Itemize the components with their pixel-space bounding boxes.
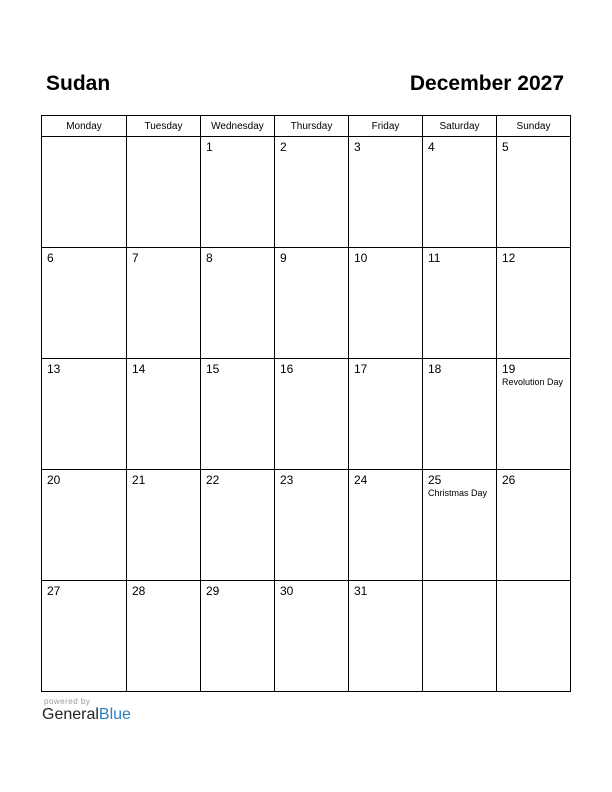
day-cell xyxy=(127,359,201,470)
weekday-thursday: Thursday xyxy=(275,116,349,137)
day-number xyxy=(127,137,200,140)
day-number: 22 xyxy=(206,473,220,487)
day-cell xyxy=(201,470,275,581)
day-number: 4 xyxy=(428,140,435,154)
day-cell xyxy=(349,470,423,581)
day-cell xyxy=(423,581,497,692)
day-number xyxy=(497,581,570,584)
brand-general-text: General xyxy=(42,706,99,723)
day-number: 21 xyxy=(132,473,146,487)
day-number: 3 xyxy=(354,140,361,154)
day-cell xyxy=(127,137,201,248)
day-number: 1 xyxy=(206,140,213,154)
day-number: 6 xyxy=(47,251,54,265)
day-number: 16 xyxy=(280,362,294,376)
day-number: 25 xyxy=(428,473,442,487)
holiday-label: Christmas Day xyxy=(428,488,488,498)
day-cell xyxy=(497,581,571,692)
day-number: 19 xyxy=(502,362,516,376)
weekday-saturday: Saturday xyxy=(423,116,497,137)
day-number: 7 xyxy=(132,251,139,265)
day-cell xyxy=(42,470,127,581)
country-title: Sudan xyxy=(46,72,111,95)
day-cell xyxy=(201,137,275,248)
day-cell xyxy=(275,359,349,470)
powered-by-text: powered by xyxy=(44,697,91,706)
month-year-title: December 2027 xyxy=(409,72,564,95)
day-number: 8 xyxy=(206,251,213,265)
weekday-tuesday: Tuesday xyxy=(127,116,201,137)
day-cell xyxy=(423,359,497,470)
day-number xyxy=(423,581,496,584)
day-number: 12 xyxy=(502,251,516,265)
day-number: 9 xyxy=(280,251,287,265)
day-cell xyxy=(497,248,571,359)
day-number: 13 xyxy=(47,362,61,376)
day-cell xyxy=(42,137,127,248)
week-row xyxy=(42,359,571,470)
day-cell xyxy=(127,470,201,581)
day-cell xyxy=(423,470,497,581)
generalblue-logo[interactable] xyxy=(42,706,131,724)
day-number: 29 xyxy=(206,584,220,598)
week-row xyxy=(42,581,571,692)
holiday-label: Revolution Day xyxy=(502,377,564,387)
day-number xyxy=(42,137,126,140)
day-number: 23 xyxy=(280,473,294,487)
week-row xyxy=(42,137,571,248)
weekday-wednesday: Wednesday xyxy=(201,116,275,137)
weekday-sunday: Sunday xyxy=(497,116,571,137)
week-row xyxy=(42,248,571,359)
day-cell xyxy=(127,248,201,359)
day-number: 15 xyxy=(206,362,220,376)
day-number: 30 xyxy=(280,584,294,598)
day-cell xyxy=(201,359,275,470)
day-cell xyxy=(349,359,423,470)
day-number: 2 xyxy=(280,140,287,154)
day-number: 28 xyxy=(132,584,146,598)
day-cell xyxy=(497,137,571,248)
calendar-grid xyxy=(41,115,571,692)
day-cell xyxy=(497,359,571,470)
day-cell xyxy=(349,137,423,248)
day-cell xyxy=(349,248,423,359)
weekday-friday: Friday xyxy=(349,116,423,137)
day-number: 10 xyxy=(354,251,368,265)
day-cell xyxy=(423,248,497,359)
day-number: 17 xyxy=(354,362,368,376)
day-number: 20 xyxy=(47,473,61,487)
weekday-monday: Monday xyxy=(42,116,127,137)
weekday-header-row xyxy=(42,116,571,137)
day-cell xyxy=(497,470,571,581)
day-cell xyxy=(201,581,275,692)
day-cell xyxy=(275,248,349,359)
brand-blue-text: Blue xyxy=(98,706,131,723)
day-number: 18 xyxy=(428,362,442,376)
day-cell xyxy=(275,137,349,248)
day-cell xyxy=(42,359,127,470)
day-cell xyxy=(349,581,423,692)
day-number: 26 xyxy=(502,473,516,487)
day-cell xyxy=(42,248,127,359)
week-row xyxy=(42,470,571,581)
day-number: 24 xyxy=(354,473,368,487)
day-cell xyxy=(42,581,127,692)
day-number: 11 xyxy=(428,251,441,265)
day-cell xyxy=(275,581,349,692)
day-cell xyxy=(127,581,201,692)
day-number: 5 xyxy=(502,140,509,154)
day-number: 14 xyxy=(132,362,146,376)
day-cell xyxy=(201,248,275,359)
day-number: 27 xyxy=(47,584,61,598)
day-cell xyxy=(275,470,349,581)
day-cell xyxy=(423,137,497,248)
day-number: 31 xyxy=(354,584,368,598)
footer-branding xyxy=(42,697,131,724)
